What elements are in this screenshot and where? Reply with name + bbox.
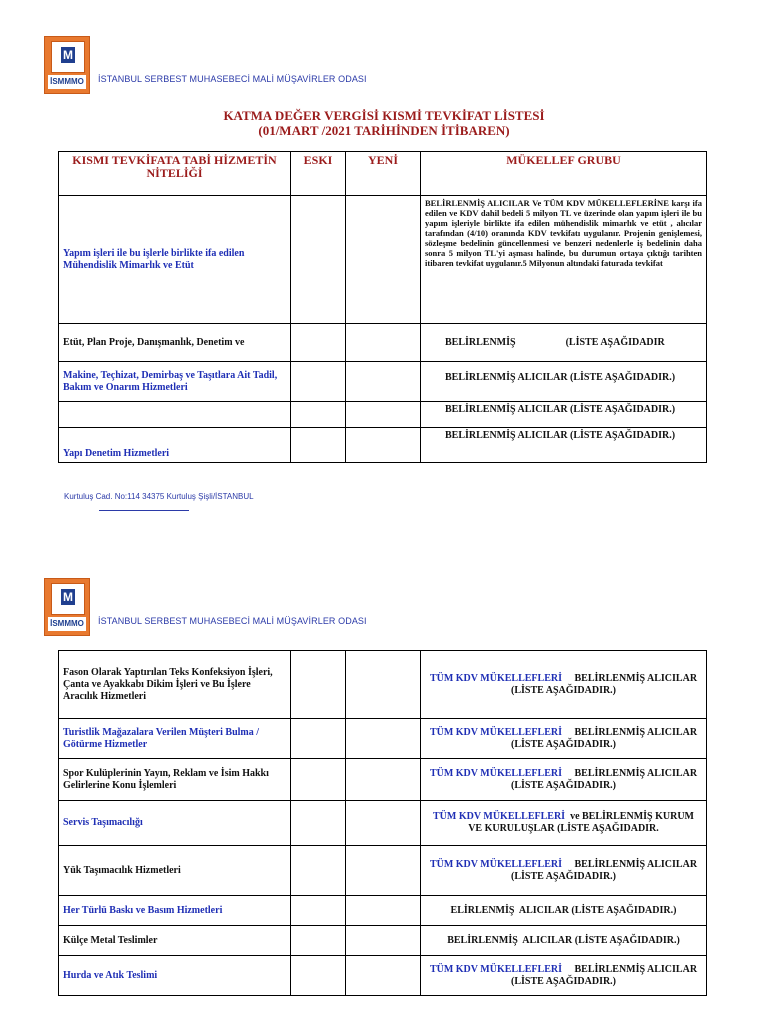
- logo-text: İSMMMO: [48, 75, 86, 89]
- row-label: Külçe Metal Teslimler: [59, 926, 291, 956]
- logo-letter: M: [63, 48, 73, 62]
- group-all-kdv: TÜM KDV MÜKELLEFLERİ: [429, 726, 562, 738]
- tevkifat-table-1: [58, 151, 707, 463]
- row-eski: [291, 759, 346, 801]
- row-group: BELİRLENMİŞ (LİSTE AŞAĞIDADIR: [421, 324, 707, 362]
- row-yeni: [346, 846, 421, 896]
- row-eski: [291, 926, 346, 956]
- row-yeni: [346, 651, 421, 719]
- table-row: [59, 896, 707, 926]
- table-row: [59, 759, 707, 801]
- header-eski: ESKI: [291, 152, 346, 196]
- header-hizmet: KISMI TEVKİFATA TABİ HİZMETİN NİTELİĞİ: [59, 152, 291, 196]
- org-name-2: İSTANBUL SERBEST MUHASEBECİ MALİ MÜŞAVİRLER ODASI: [98, 616, 367, 626]
- tevkifat-table-2: [58, 650, 707, 996]
- row-group: [421, 896, 707, 926]
- row-eski: [291, 896, 346, 926]
- table-row: [59, 428, 707, 463]
- row-label: Hurda ve Atık Teslimi: [59, 956, 291, 996]
- row-yeni: [346, 324, 421, 362]
- row-label: Servis Taşımacılığı: [59, 801, 291, 846]
- doc-title-line2: (01/MART /2021 TARİHİNDEN İTİBAREN): [258, 123, 510, 138]
- row-group: [421, 926, 707, 956]
- row-eski: [291, 846, 346, 896]
- logo-text: İSMMMO: [48, 617, 86, 631]
- row-group: BELİRLENMİŞ ALICILAR (LİSTE AŞAĞIDADIR.): [421, 362, 707, 402]
- row-eski: [291, 956, 346, 996]
- ismmmo-logo: [44, 36, 90, 94]
- row-group: [421, 719, 707, 759]
- table-row: [59, 651, 707, 719]
- header-mukellef: MÜKELLEF GRUBU: [421, 152, 707, 196]
- group-text: BELİRLENMİŞ ALICILAR (LİSTE AŞAĞIDADIR.): [510, 963, 700, 987]
- group-text: ve BELİRLENMİŞ KURUM VE KURULUŞLAR (LİSTE AŞAĞIDADIR.: [468, 811, 697, 834]
- table-row: [59, 846, 707, 896]
- row-yeni: [346, 759, 421, 801]
- row-yeni: [346, 196, 421, 324]
- row-yeni: [346, 926, 421, 956]
- row-label: Yapı Denetim Hizmetleri: [59, 428, 291, 463]
- group-text: BELİRLENMİŞ ALICILAR (LİSTE AŞAĞIDADIR.): [510, 767, 700, 791]
- group-text: ELİRLENMİŞ ALICILAR (LİSTE AŞAĞIDADIR.): [450, 904, 677, 916]
- row-group: [421, 846, 707, 896]
- group-all-kdv: TÜM KDV MÜKELLEFLERİ: [433, 811, 566, 822]
- row-yeni: [346, 956, 421, 996]
- address: Kurtuluş Cad. No:114 34375 Kurtuluş Şişli/İSTANBUL: [64, 492, 254, 501]
- table-row: [59, 926, 707, 956]
- header-yeni: YENİ: [346, 152, 421, 196]
- row-eski: [291, 324, 346, 362]
- group-text: BELİRLENMİŞ ALICILAR (LİSTE AŞAĞIDADIR.): [510, 726, 700, 750]
- table-row: [59, 196, 707, 324]
- row-label: Etüt, Plan Proje, Danışmanlık, Denetim ve: [59, 324, 291, 362]
- row-eski: [291, 402, 346, 428]
- table-row: [59, 801, 707, 846]
- row-group: [421, 651, 707, 719]
- row-label: Spor Kulüplerinin Yayın, Reklam ve İsim Hakkı Gelirlerine Konu İşlemleri: [59, 759, 291, 801]
- group-all-kdv: TÜM KDV MÜKELLEFLERİ: [429, 963, 562, 975]
- row-label: Yük Taşımacılık Hizmetleri: [59, 846, 291, 896]
- org-name: İSTANBUL SERBEST MUHASEBECİ MALİ MÜŞAVİRLER ODASI: [98, 74, 367, 84]
- row-yeni: [346, 402, 421, 428]
- group-all-kdv: TÜM KDV MÜKELLEFLERİ: [429, 672, 562, 684]
- row-yeni: [346, 719, 421, 759]
- logo-letter: M: [63, 590, 73, 604]
- row-eski: [291, 719, 346, 759]
- table-row: [59, 362, 707, 402]
- ismmmo-logo-2: [44, 578, 90, 636]
- table-row: [59, 324, 707, 362]
- group-text: BELİRLENMİŞ ALICILAR (LİSTE AŞAĞIDADIR.): [510, 672, 700, 696]
- row-group: [421, 956, 707, 996]
- table-row: [59, 719, 707, 759]
- row-eski: [291, 196, 346, 324]
- group-all-kdv: TÜM KDV MÜKELLEFLERİ: [429, 767, 562, 779]
- row-yeni: [346, 428, 421, 463]
- doc-title-line1: KATMA DEĞER VERGİSİ KISMİ TEVKİFAT LİSTESİ: [223, 108, 545, 123]
- row-eski: [291, 801, 346, 846]
- row-label: Fason Olarak Yaptırılan Teks Konfeksiyon İşleri, Çanta ve Ayakkabı Dikim İşleri ve Bu İşlere Aracılık Hizmetleri: [59, 651, 291, 719]
- table-row: [59, 402, 707, 428]
- group-text: BELİRLENMİŞ ALICILAR (LİSTE AŞAĞIDADIR.): [447, 934, 680, 946]
- row-group: BELİRLENMİŞ ALICILAR (LİSTE AŞAĞIDADIR.): [421, 402, 707, 428]
- row-group: [421, 759, 707, 801]
- row-label: [59, 402, 291, 428]
- row-label: Turistlik Mağazalara Verilen Müşteri Bulma / Götürme Hizmetler: [59, 719, 291, 759]
- group-text: BELİRLENMİŞ ALICILAR (LİSTE AŞAĞIDADIR.): [510, 858, 700, 882]
- row-yeni: [346, 801, 421, 846]
- row-label: Makine, Teçhizat, Demirbaş ve Taşıtlara Ait Tadil, Bakım ve Onarım Hizmetleri: [59, 362, 291, 402]
- table-row: [59, 956, 707, 996]
- row-group: BELİRLENMİŞ ALICILAR Ve TÜM KDV MÜKELLEFLERİNE karşı ifa edilen ve KDV dahil bedeli 5 milyon TL ve üzerinde olan yapım işleri ile bu yapım işleriyle birlikte ifa edilen mühendislik mimarlık ve etüt , alıcılar tarafından (4/10) oranında KDV tevkifatı uygulanır. Projenin genişlemesi, sözleşme bedelinin güncellenmesi ve benzeri nedenlerle iş bedelinin daha sonra 5 milyon TL'yi aşması halinde, bu durumun ortaya çıktığı tarihten itibaren tevkifat uygulanır.5 Milyonun altındaki faturada tevkifat: [421, 196, 707, 324]
- row-label: Yapım işleri ile bu işlerle birlikte ifa edilen Mühendislik Mimarlık ve Etüt: [59, 196, 291, 324]
- row-group: [421, 801, 707, 846]
- row-eski: [291, 651, 346, 719]
- row-eski: [291, 362, 346, 402]
- row-label: Her Türlü Baskı ve Basım Hizmetleri: [59, 896, 291, 926]
- address-underline: [99, 510, 189, 511]
- row-yeni: [346, 362, 421, 402]
- row-group: BELİRLENMİŞ ALICILAR (LİSTE AŞAĞIDADIR.): [421, 428, 707, 463]
- row-yeni: [346, 896, 421, 926]
- row-eski: [291, 428, 346, 463]
- group-all-kdv: TÜM KDV MÜKELLEFLERİ: [429, 858, 562, 870]
